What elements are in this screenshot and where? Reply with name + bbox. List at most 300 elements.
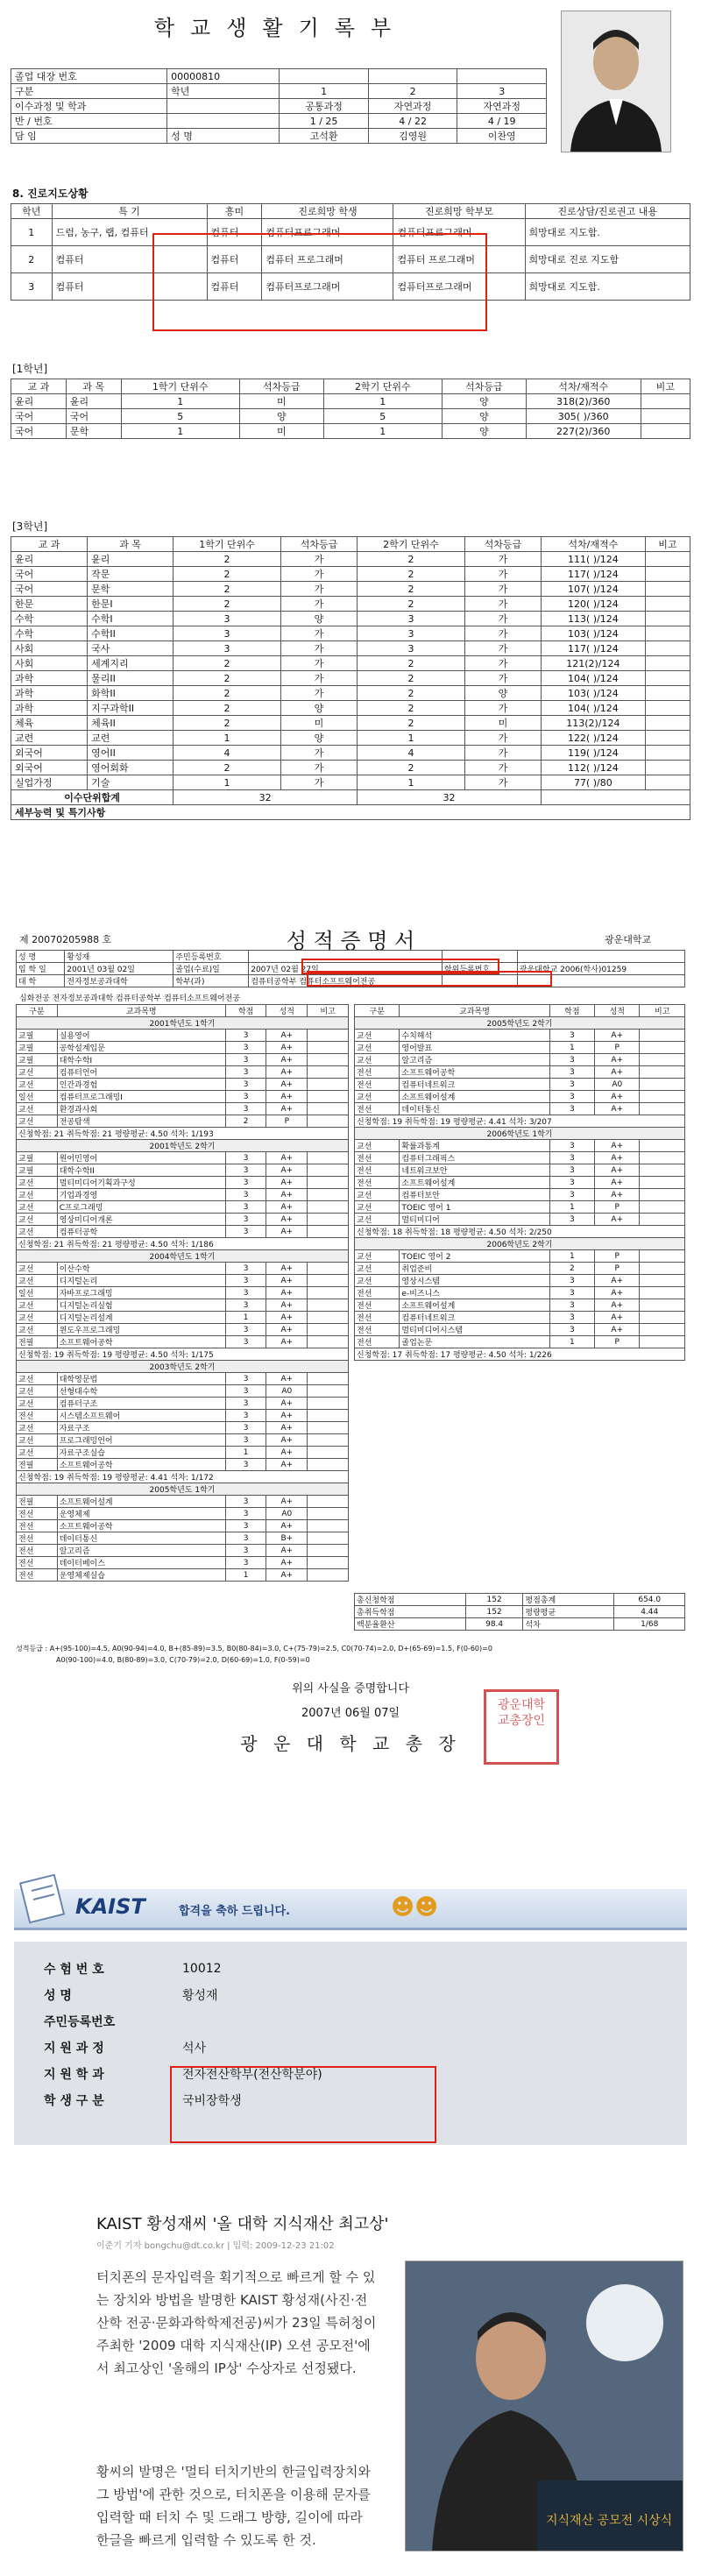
table-cell: 1: [121, 394, 239, 409]
table-cell: A+: [266, 1091, 308, 1103]
table-cell: 2: [358, 567, 465, 582]
table-cell: 실업가정: [11, 775, 88, 790]
table-cell: 2001년 03월 02일: [65, 963, 173, 975]
table-cell: [640, 1054, 685, 1066]
table-cell: 성 명: [17, 951, 65, 963]
table-cell: A+: [266, 1324, 308, 1336]
info-row: [11, 99, 547, 114]
table-cell: 교필: [17, 1030, 58, 1042]
table-cell: 총신청학점: [355, 1594, 466, 1606]
table-cell: 비고: [641, 379, 690, 394]
table-cell: 3: [225, 1508, 266, 1520]
table-cell: 2: [358, 671, 465, 686]
table-cell: 3: [225, 1422, 266, 1434]
table-cell: 석차등급: [464, 537, 541, 552]
table-cell: 3: [549, 1152, 594, 1164]
course-row: [17, 1434, 349, 1447]
table-cell: [640, 1324, 685, 1336]
table-cell: 1: [11, 219, 53, 246]
table-cell: 교선: [355, 1140, 400, 1152]
table-cell: 컴퓨터프로그래머: [393, 219, 525, 246]
table-cell: 선형대수학: [57, 1385, 225, 1398]
table-cell: 2: [173, 656, 281, 671]
table-cell: 3: [549, 1054, 594, 1066]
table-cell: 교련: [11, 731, 88, 746]
table-cell: [308, 1103, 349, 1115]
table-cell: 멀티미디어기획과구성: [57, 1177, 225, 1189]
student-photo: [561, 11, 671, 152]
table-cell: A0: [266, 1508, 308, 1520]
table-cell: 전선: [17, 1545, 58, 1557]
table-cell: 3: [225, 1066, 266, 1079]
table-cell: 가: [280, 761, 357, 775]
table-cell: 전선: [17, 1557, 58, 1569]
table-cell: 3: [225, 1373, 266, 1385]
course-row: [17, 1287, 349, 1299]
course-row: [17, 1312, 349, 1324]
table-cell: 디지털논리실험: [57, 1299, 225, 1312]
table-cell: 가: [464, 582, 541, 597]
course-row: [17, 1115, 349, 1128]
table-cell: [645, 656, 690, 671]
table-cell: 가: [464, 671, 541, 686]
table-cell: A+: [266, 1520, 308, 1532]
term-label: 2005학년도 1학기: [17, 1483, 349, 1496]
table-cell: 미: [464, 716, 541, 731]
table-cell: 3: [549, 1275, 594, 1287]
table-cell: 가: [280, 582, 357, 597]
term-label: 2001학년도 2학기: [17, 1140, 349, 1152]
table-cell: 수학: [11, 612, 88, 626]
course-row: [17, 1263, 349, 1275]
course-row: [355, 1042, 685, 1054]
table-cell: 3: [549, 1030, 594, 1042]
course-row: [17, 1508, 349, 1520]
major-line: 심화전공 전자정보공과대학 컴퓨터공학부 컴퓨터소프트웨어전공: [19, 994, 241, 1003]
table-cell: [457, 69, 547, 84]
table-cell: [308, 1115, 349, 1128]
table-cell: 1: [323, 424, 442, 439]
summary-text: 신청학점: 19 취득학점: 19 평량평균: 4.41 석차: 3/207: [355, 1115, 685, 1128]
table-cell: 황성재: [182, 1989, 218, 2003]
table-cell: 98.4: [465, 1618, 523, 1631]
table-cell: 미: [239, 424, 323, 439]
table-cell: 113( )/124: [541, 612, 645, 626]
table-cell: 1: [225, 1312, 266, 1324]
course-row: [355, 1079, 685, 1091]
table-cell: 3: [225, 1275, 266, 1287]
table-cell: A+: [595, 1054, 640, 1066]
table-cell: 가: [464, 597, 541, 612]
table-cell: 윤리: [11, 552, 88, 567]
table-cell: 가: [464, 731, 541, 746]
course-row: [17, 1164, 349, 1177]
table-cell: 외국어: [11, 746, 88, 761]
table-cell: 졸업 대장 번호: [11, 69, 167, 84]
table-cell: 담 임: [11, 129, 167, 144]
note-icon: [19, 1873, 68, 1926]
table-cell: 가: [280, 552, 357, 567]
year3-grade-table: [11, 536, 690, 820]
course-row: [17, 1385, 349, 1398]
table-cell: 교선: [355, 1030, 400, 1042]
table-cell: 컴퓨터: [207, 246, 262, 273]
table-cell: [308, 1066, 349, 1079]
table-cell: 윤리: [66, 394, 121, 409]
student-portrait-icon: [562, 11, 670, 152]
transcript-section: [0, 920, 701, 1866]
table-cell: 특 기: [52, 204, 207, 219]
table-cell: 평량평균: [523, 1606, 614, 1618]
table-cell: 구분: [11, 84, 167, 99]
course-header: [355, 1005, 685, 1017]
grade-legend-1: 성적등급 : A+(95-100)=4.5, A0(90-94)=4.0, B+(85-89)=3.5, B0(80-84)=3.0, C+(75-79)=2.5, C0(70-74)=2.0, D+(65-69)=1.5, F(0-60)=0: [16, 1645, 492, 1652]
table-cell: 수치해석: [400, 1030, 549, 1042]
grade-header: [11, 537, 690, 552]
table-cell: 윈도우프로그래밍: [57, 1324, 225, 1336]
table-cell: 흥미: [207, 204, 262, 219]
table-cell: 양: [442, 424, 526, 439]
table-cell: A+: [266, 1299, 308, 1312]
table-cell: [308, 1042, 349, 1054]
table-cell: 가: [464, 567, 541, 582]
table-cell: 구분: [355, 1005, 400, 1017]
table-cell: 양: [280, 731, 357, 746]
table-cell: 4: [358, 746, 465, 761]
table-cell: 이찬영: [457, 129, 547, 144]
table-cell: [308, 1079, 349, 1091]
course-row: [355, 1324, 685, 1336]
course-row: [355, 1152, 685, 1164]
table-cell: [308, 1557, 349, 1569]
table-cell: 152: [465, 1594, 523, 1606]
table-cell: 교필: [17, 1164, 58, 1177]
table-cell: [308, 1299, 349, 1312]
table-cell: 석사: [182, 2042, 207, 2056]
table-cell: 5: [323, 409, 442, 424]
table-cell: 2: [173, 582, 281, 597]
career-title: 8. 진로지도상황: [12, 188, 89, 200]
table-cell: 가: [280, 746, 357, 761]
table-cell: 1: [549, 1336, 594, 1348]
podium-text: 지식재산 공모전 시상식: [546, 2514, 673, 2528]
table-cell: [308, 1226, 349, 1238]
official-seal: [484, 1689, 559, 1765]
table-cell: 전선: [355, 1103, 400, 1115]
table-cell: 총취득학점: [355, 1606, 466, 1618]
table-cell: [308, 1422, 349, 1434]
table-cell: 희망대로 진로 지도함: [525, 246, 690, 273]
table-cell: 세계지리: [88, 656, 173, 671]
table-cell: 1: [225, 1569, 266, 1582]
table-cell: 컴퓨터프로그래머: [262, 273, 393, 301]
table-cell: 과 목: [88, 537, 173, 552]
table-cell: 3: [225, 1226, 266, 1238]
table-cell: 석차등급: [239, 379, 323, 394]
table-cell: 드럼, 농구, 랩, 컴퓨터: [52, 219, 207, 246]
table-cell: 교선: [17, 1263, 58, 1275]
table-cell: A+: [266, 1287, 308, 1299]
table-cell: 3: [358, 641, 465, 656]
table-cell: [308, 1508, 349, 1520]
table-cell: 소프트웨어설계: [400, 1091, 549, 1103]
table-cell: A+: [266, 1398, 308, 1410]
table-cell: 수학I: [88, 612, 173, 626]
table-cell: A+: [595, 1287, 640, 1299]
term-label: 2001학년도 1학기: [17, 1017, 349, 1030]
table-cell: 컴퓨터: [207, 273, 262, 301]
table-cell: 지 원 학 과: [44, 2068, 104, 2082]
table-cell: 영어회화: [88, 761, 173, 775]
table-cell: A+: [595, 1164, 640, 1177]
table-cell: 1: [358, 731, 465, 746]
table-cell: 3: [225, 1459, 266, 1471]
table-cell: [308, 1569, 349, 1582]
grade-row: [11, 761, 690, 775]
table-cell: [640, 1164, 685, 1177]
table-cell: 전필: [17, 1496, 58, 1508]
table-cell: 컴퓨터네트워크: [400, 1312, 549, 1324]
table-cell: 교선: [355, 1263, 400, 1275]
table-cell: 2: [358, 597, 465, 612]
kaist-banner: [14, 1889, 687, 1930]
course-row: [355, 1054, 685, 1066]
table-cell: 3: [549, 1287, 594, 1299]
table-cell: 1: [173, 775, 281, 790]
info-row: [11, 84, 547, 99]
table-cell: 교선: [355, 1214, 400, 1226]
course-row: [17, 1398, 349, 1410]
table-cell: [645, 716, 690, 731]
table-cell: 데이터통신: [57, 1532, 225, 1545]
term-row: [355, 1128, 685, 1140]
table-cell: 알고리즘: [57, 1545, 225, 1557]
table-cell: 2: [173, 552, 281, 567]
kaist-row: [40, 2035, 566, 2061]
term-row: [355, 1238, 685, 1250]
table-cell: 교선: [17, 1398, 58, 1410]
table-cell: 사회: [11, 641, 88, 656]
table-cell: [640, 1042, 685, 1054]
table-cell: 교선: [17, 1226, 58, 1238]
article-headline: KAIST 황성재씨 '올 대학 지식재산 최고상': [96, 2215, 389, 2233]
table-cell: 네트워크보안: [400, 1164, 549, 1177]
table-cell: A+: [266, 1496, 308, 1508]
table-cell: [308, 1189, 349, 1201]
table-cell: 공학설계입문: [57, 1042, 225, 1054]
table-cell: 교선: [17, 1447, 58, 1459]
table-cell: 2: [549, 1263, 594, 1275]
table-cell: A+: [266, 1103, 308, 1115]
course-row: [17, 1496, 349, 1508]
table-cell: 대학수학I: [57, 1054, 225, 1066]
table-cell: [645, 626, 690, 641]
course-row: [17, 1275, 349, 1287]
table-cell: 3: [549, 1066, 594, 1079]
table-cell: 교선: [17, 1373, 58, 1385]
year3-title: [3학년]: [12, 520, 48, 533]
table-cell: 전선: [17, 1532, 58, 1545]
table-cell: 전선: [355, 1079, 400, 1091]
grade-row: [11, 612, 690, 626]
table-cell: 성 명: [44, 1989, 72, 2003]
table-cell: [645, 552, 690, 567]
grade-row: [11, 746, 690, 761]
table-cell: P: [595, 1201, 640, 1214]
totals-row: [355, 1618, 685, 1631]
table-cell: 2: [358, 582, 465, 597]
total-row: [11, 790, 690, 805]
table-cell: [645, 671, 690, 686]
course-row: [355, 1140, 685, 1152]
doc-number: 제 20070205988 호: [19, 934, 112, 945]
table-cell: A+: [266, 1079, 308, 1091]
table-cell: 전자정보공과대학: [65, 975, 173, 987]
table-cell: 학부(과): [173, 975, 249, 987]
table-cell: 소프트웨어설계: [400, 1177, 549, 1189]
table-cell: 103( )/124: [541, 626, 645, 641]
table-cell: 알고리즘: [400, 1054, 549, 1066]
table-cell: A+: [266, 1164, 308, 1177]
table-cell: [308, 1152, 349, 1164]
table-cell: 전선: [17, 1520, 58, 1532]
table-cell: 원어민영어: [57, 1152, 225, 1164]
table-cell: 3: [225, 1299, 266, 1312]
table-cell: 한문I: [88, 597, 173, 612]
table-cell: 문학: [66, 424, 121, 439]
table-cell: [308, 1410, 349, 1422]
table-cell: [308, 1532, 349, 1545]
table-cell: 전선: [17, 1508, 58, 1520]
table-cell: 227(2)/360: [526, 424, 641, 439]
table-cell: 구분: [17, 1005, 58, 1017]
course-row: [17, 1520, 349, 1532]
table-cell: B+: [266, 1532, 308, 1545]
table-cell: [645, 567, 690, 582]
table-cell: 전선: [17, 1410, 58, 1422]
table-cell: A+: [266, 1030, 308, 1042]
table-cell: 전선: [17, 1569, 58, 1582]
table-cell: A+: [266, 1263, 308, 1275]
table-cell: 3: [225, 1324, 266, 1336]
table-cell: 3: [225, 1079, 266, 1091]
table-cell: 122( )/124: [541, 731, 645, 746]
table-cell: 2: [173, 716, 281, 731]
kaist-row: [40, 1956, 566, 1982]
table-cell: 국사: [88, 641, 173, 656]
course-row: [17, 1152, 349, 1164]
table-cell: A+: [595, 1103, 640, 1115]
table-cell: P: [266, 1115, 308, 1128]
term-label: 2006학년도 2학기: [355, 1238, 685, 1250]
table-cell: A+: [266, 1336, 308, 1348]
table-cell: 양: [280, 612, 357, 626]
table-cell: 양: [239, 409, 323, 424]
table-cell: 4.44: [614, 1606, 685, 1618]
table-cell: 진로상담/진로권고 내용: [525, 204, 690, 219]
table-cell: 비고: [308, 1005, 349, 1017]
table-cell: A+: [266, 1410, 308, 1422]
table-cell: 117( )/124: [541, 567, 645, 582]
table-cell: 152: [465, 1606, 523, 1618]
term-row: [17, 1250, 349, 1263]
table-cell: [640, 1287, 685, 1299]
table-cell: 자연과정: [368, 99, 457, 114]
table-cell: 2: [173, 701, 281, 716]
grade-row: [11, 626, 690, 641]
year1-title: [1학년]: [12, 363, 48, 375]
table-cell: 데이터통신: [400, 1103, 549, 1115]
table-cell: [308, 1398, 349, 1410]
table-cell: 황성재: [65, 951, 173, 963]
course-row: [17, 1532, 349, 1545]
table-cell: 가: [280, 671, 357, 686]
table-cell: 가: [280, 775, 357, 790]
kaist-banner-text: 합격을 축하 드립니다.: [179, 1905, 291, 1918]
table-cell: 프로그래밍언어: [57, 1434, 225, 1447]
table-cell: 비고: [645, 537, 690, 552]
table-cell: 3: [225, 1177, 266, 1189]
table-cell: 3: [549, 1091, 594, 1103]
kaist-row: [40, 2008, 566, 2035]
table-cell: 자연과정: [457, 99, 547, 114]
total-label: 이수단위합계: [11, 790, 173, 805]
term-label: 2005학년도 2학기: [355, 1017, 685, 1030]
table-cell: [308, 1164, 349, 1177]
table-cell: [640, 1263, 685, 1275]
table-cell: 기술: [88, 775, 173, 790]
table-cell: 3: [225, 1545, 266, 1557]
table-cell: [645, 761, 690, 775]
table-cell: 석차등급: [280, 537, 357, 552]
table-cell: 멀티미디어시스템: [400, 1324, 549, 1336]
table-cell: 107( )/124: [541, 582, 645, 597]
course-row: [17, 1214, 349, 1226]
certify-text: 위의 사실을 증명합니다: [292, 1682, 409, 1695]
table-cell: 가: [280, 597, 357, 612]
table-cell: 국어: [66, 409, 121, 424]
table-cell: [308, 1263, 349, 1275]
table-cell: 교선: [17, 1434, 58, 1447]
transcript-title: 성 적 증 명 서: [286, 929, 415, 953]
table-cell: 654.0: [614, 1594, 685, 1606]
course-row: [17, 1410, 349, 1422]
course-row: [355, 1299, 685, 1312]
table-cell: [640, 1079, 685, 1091]
table-cell: [641, 424, 690, 439]
table-cell: 영상시스템: [400, 1275, 549, 1287]
grade-row: [11, 597, 690, 612]
table-cell: 체육II: [88, 716, 173, 731]
table-cell: A+: [266, 1312, 308, 1324]
table-cell: 3: [549, 1079, 594, 1091]
table-cell: 2학기 단위수: [323, 379, 442, 394]
table-cell: 교필: [17, 1152, 58, 1164]
term-row: [355, 1017, 685, 1030]
table-cell: 지구과학II: [88, 701, 173, 716]
table-cell: 교선: [355, 1091, 400, 1103]
table-cell: 교련: [88, 731, 173, 746]
table-cell: 2: [358, 552, 465, 567]
grade-row: [11, 701, 690, 716]
table-cell: 1: [121, 424, 239, 439]
table-cell: 2: [358, 686, 465, 701]
table-cell: 인간과경험: [57, 1079, 225, 1091]
table-cell: 교선: [17, 1189, 58, 1201]
table-cell: [308, 1177, 349, 1189]
table-cell: [645, 612, 690, 626]
course-row: [17, 1459, 349, 1471]
